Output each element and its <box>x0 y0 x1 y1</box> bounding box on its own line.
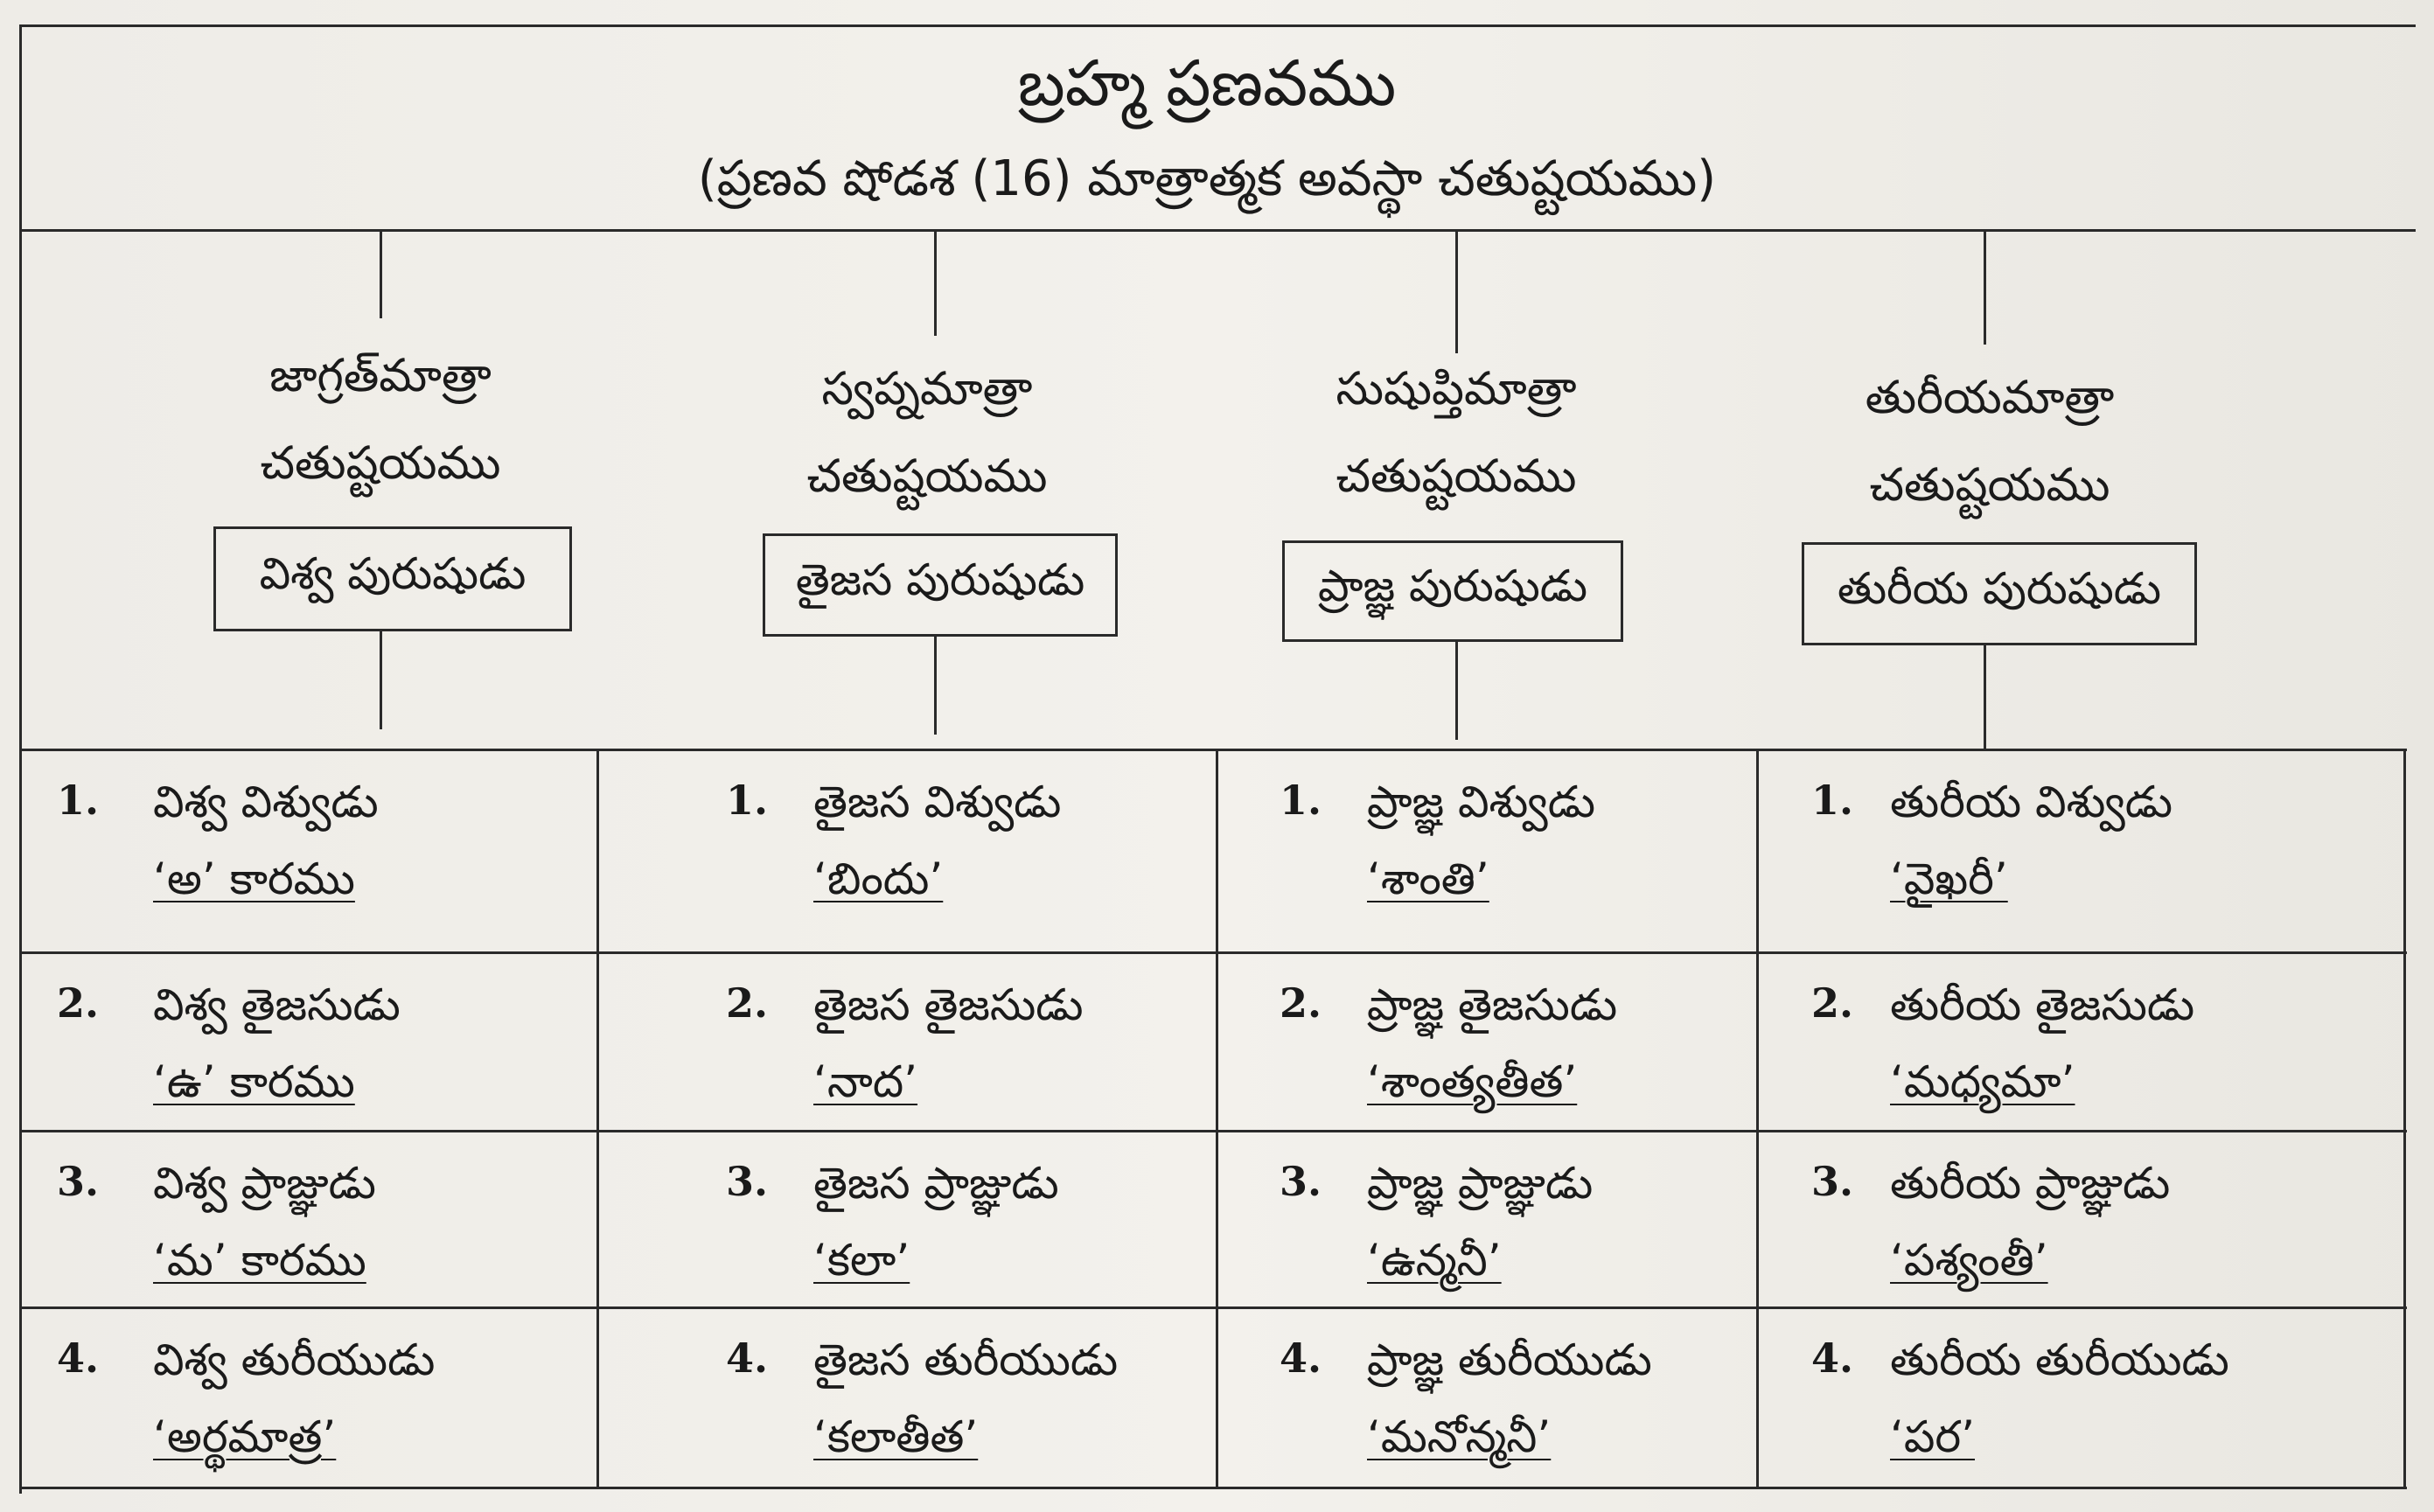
purusha-box-3: ప్రాజ్ఞ పురుషుడు <box>1282 540 1623 642</box>
sound-label: ‘బిందు’ <box>813 854 944 904</box>
cell-c1-r2 <box>22 955 596 1130</box>
sound-label: ‘పర’ <box>1890 1411 1975 1462</box>
sound-label: ‘మధ్యమా’ <box>1890 1056 2075 1107</box>
stage-title-4 <box>1745 354 2235 529</box>
stage-label: జాగ్రత్‌మాత్రా <box>269 350 492 402</box>
sound-label: ‘నాద’ <box>813 1056 918 1107</box>
entity-name: తైజస తురీయుడు <box>813 1334 1119 1385</box>
row-number: 1. <box>1811 777 1854 824</box>
cell-c3-r1 <box>1218 752 1756 951</box>
stage-label-suffix: చతుష్టయము <box>806 450 1048 503</box>
entity-name: తైజస విశ్వుడు <box>813 777 1062 827</box>
connector-bottom-3 <box>1455 642 1458 740</box>
row-number: 1. <box>57 777 100 824</box>
top-border <box>19 24 2416 27</box>
sound-label: ‘అర్థమాత్ర’ <box>153 1411 337 1462</box>
cell-c4-r2 <box>1759 955 2403 1130</box>
purusha-box-2: తైజస పురుషుడు <box>763 533 1118 637</box>
stage-label-suffix: చతుష్టయము <box>260 437 501 490</box>
stage-title-1 <box>136 332 625 507</box>
row-number: 3. <box>57 1158 100 1205</box>
purusha-box-4: తురీయ పురుషుడు <box>1802 542 2197 645</box>
row-number: 2. <box>726 979 769 1027</box>
entity-name: ప్రాజ్ఞ విశ్వుడు <box>1367 777 1595 827</box>
connector-top-3 <box>1455 231 1458 353</box>
sound-label: ‘కలా’ <box>813 1235 910 1286</box>
sound-label: ‘శాంతి’ <box>1367 854 1489 904</box>
grid-line-top <box>19 749 2407 751</box>
sound-label: ‘పశ్యంతీ’ <box>1890 1235 2048 1286</box>
row-number: 4. <box>57 1334 100 1382</box>
row-number: 2. <box>1811 979 1854 1027</box>
entity-name: తైజస తైజసుడు <box>813 979 1084 1030</box>
cell-c4-r3 <box>1759 1133 2403 1306</box>
grid-line-row1 <box>19 951 2407 954</box>
entity-name: ప్రాజ్ఞ తైజసుడు <box>1367 979 1618 1030</box>
cell-c2-r4 <box>612 1310 1216 1485</box>
connector-top-4 <box>1984 231 1986 345</box>
cell-c3-r3 <box>1218 1133 1756 1306</box>
cell-c4-r4 <box>1759 1310 2403 1485</box>
row-number: 1. <box>1280 777 1322 824</box>
sound-label: ‘అ’ కారము <box>153 854 355 904</box>
row-number: 1. <box>726 777 769 824</box>
cell-c1-r3 <box>22 1133 596 1306</box>
sound-label: ‘వైఖరీ’ <box>1890 854 2008 904</box>
row-number: 4. <box>1280 1334 1322 1382</box>
sound-label: ‘శాంత్యతీత’ <box>1367 1056 1578 1107</box>
entity-name: తురీయ తురీయుడు <box>1890 1334 2229 1385</box>
cell-c3-r4 <box>1218 1310 1756 1485</box>
sound-label: ‘ఉ’ కారము <box>153 1056 355 1107</box>
connector-top-1 <box>380 231 382 318</box>
row-number: 3. <box>1280 1158 1322 1205</box>
row-number: 3. <box>726 1158 769 1205</box>
entity-name: తురీయ విశ్వుడు <box>1890 777 2173 827</box>
stage-title-2 <box>682 345 1172 520</box>
stage-title-3 <box>1211 345 1701 520</box>
row-number: 3. <box>1811 1158 1854 1205</box>
connector-bottom-4 <box>1984 645 1986 750</box>
cell-c2-r2 <box>612 955 1216 1130</box>
entity-name: ప్రాజ్ఞ ప్రాజ్ఞుడు <box>1367 1158 1594 1209</box>
entity-name: ప్రాజ్ఞ తురీయుడు <box>1367 1334 1652 1385</box>
entity-name: తైజస ప్రాజ్ఞుడు <box>813 1158 1059 1209</box>
entity-name: తురీయ తైజసుడు <box>1890 979 2195 1030</box>
entity-name: విశ్వ విశ్వుడు <box>153 777 379 827</box>
cell-c4-r1 <box>1759 752 2403 951</box>
sound-label: ‘కలాతీత’ <box>813 1411 979 1462</box>
row-number: 2. <box>57 979 100 1027</box>
grid-line-bottom <box>19 1487 2407 1489</box>
grid-line-row3 <box>19 1306 2407 1309</box>
grid-right-border <box>2403 749 2406 1489</box>
sound-label: ‘ఉన్మనీ’ <box>1367 1235 1502 1286</box>
connector-top-2 <box>934 231 937 336</box>
sound-label: ‘మ’ కారము <box>153 1235 366 1286</box>
entity-name: విశ్వ తురీయుడు <box>153 1334 436 1385</box>
stage-label: స్వప్నమాత్రా <box>821 363 1033 415</box>
grid-line-row2 <box>19 1130 2407 1132</box>
page-title: బ్రహ్మ ప్రణవము <box>1017 46 1397 120</box>
row-number: 4. <box>1811 1334 1854 1382</box>
cell-c1-r1 <box>22 752 596 951</box>
cell-c2-r3 <box>612 1133 1216 1306</box>
row-number: 2. <box>1280 979 1322 1027</box>
stage-label-suffix: చతుష్టయము <box>1336 450 1577 503</box>
cell-c1-r4 <box>22 1310 596 1485</box>
sound-label: ‘మనోన్మనీ’ <box>1367 1411 1552 1462</box>
entity-name: విశ్వ ప్రాజ్ఞుడు <box>153 1158 376 1209</box>
entity-name: తురీయ ప్రాజ్ఞుడు <box>1890 1158 2171 1209</box>
cell-c2-r1 <box>612 752 1216 951</box>
stage-label-suffix: చతుష్టయము <box>1869 459 2110 512</box>
heading-divider <box>19 229 2416 232</box>
page-subtitle: (ప్రణవ షోడశ (16) మాత్రాత్మక అవస్థా చతుష్టయము) <box>697 150 1717 207</box>
cell-c3-r2 <box>1218 955 1756 1130</box>
grid-col-divider-1 <box>596 749 599 1489</box>
row-number: 4. <box>726 1334 769 1382</box>
purusha-box-1: విశ్వ పురుషుడు <box>213 526 572 631</box>
connector-bottom-2 <box>934 637 937 735</box>
connector-bottom-1 <box>380 631 382 729</box>
stage-label: సుషుప్తిమాత్రా <box>1336 363 1577 415</box>
entity-name: విశ్వ తైజసుడు <box>153 979 401 1030</box>
stage-label: తురీయమాత్రా <box>1865 372 2115 424</box>
